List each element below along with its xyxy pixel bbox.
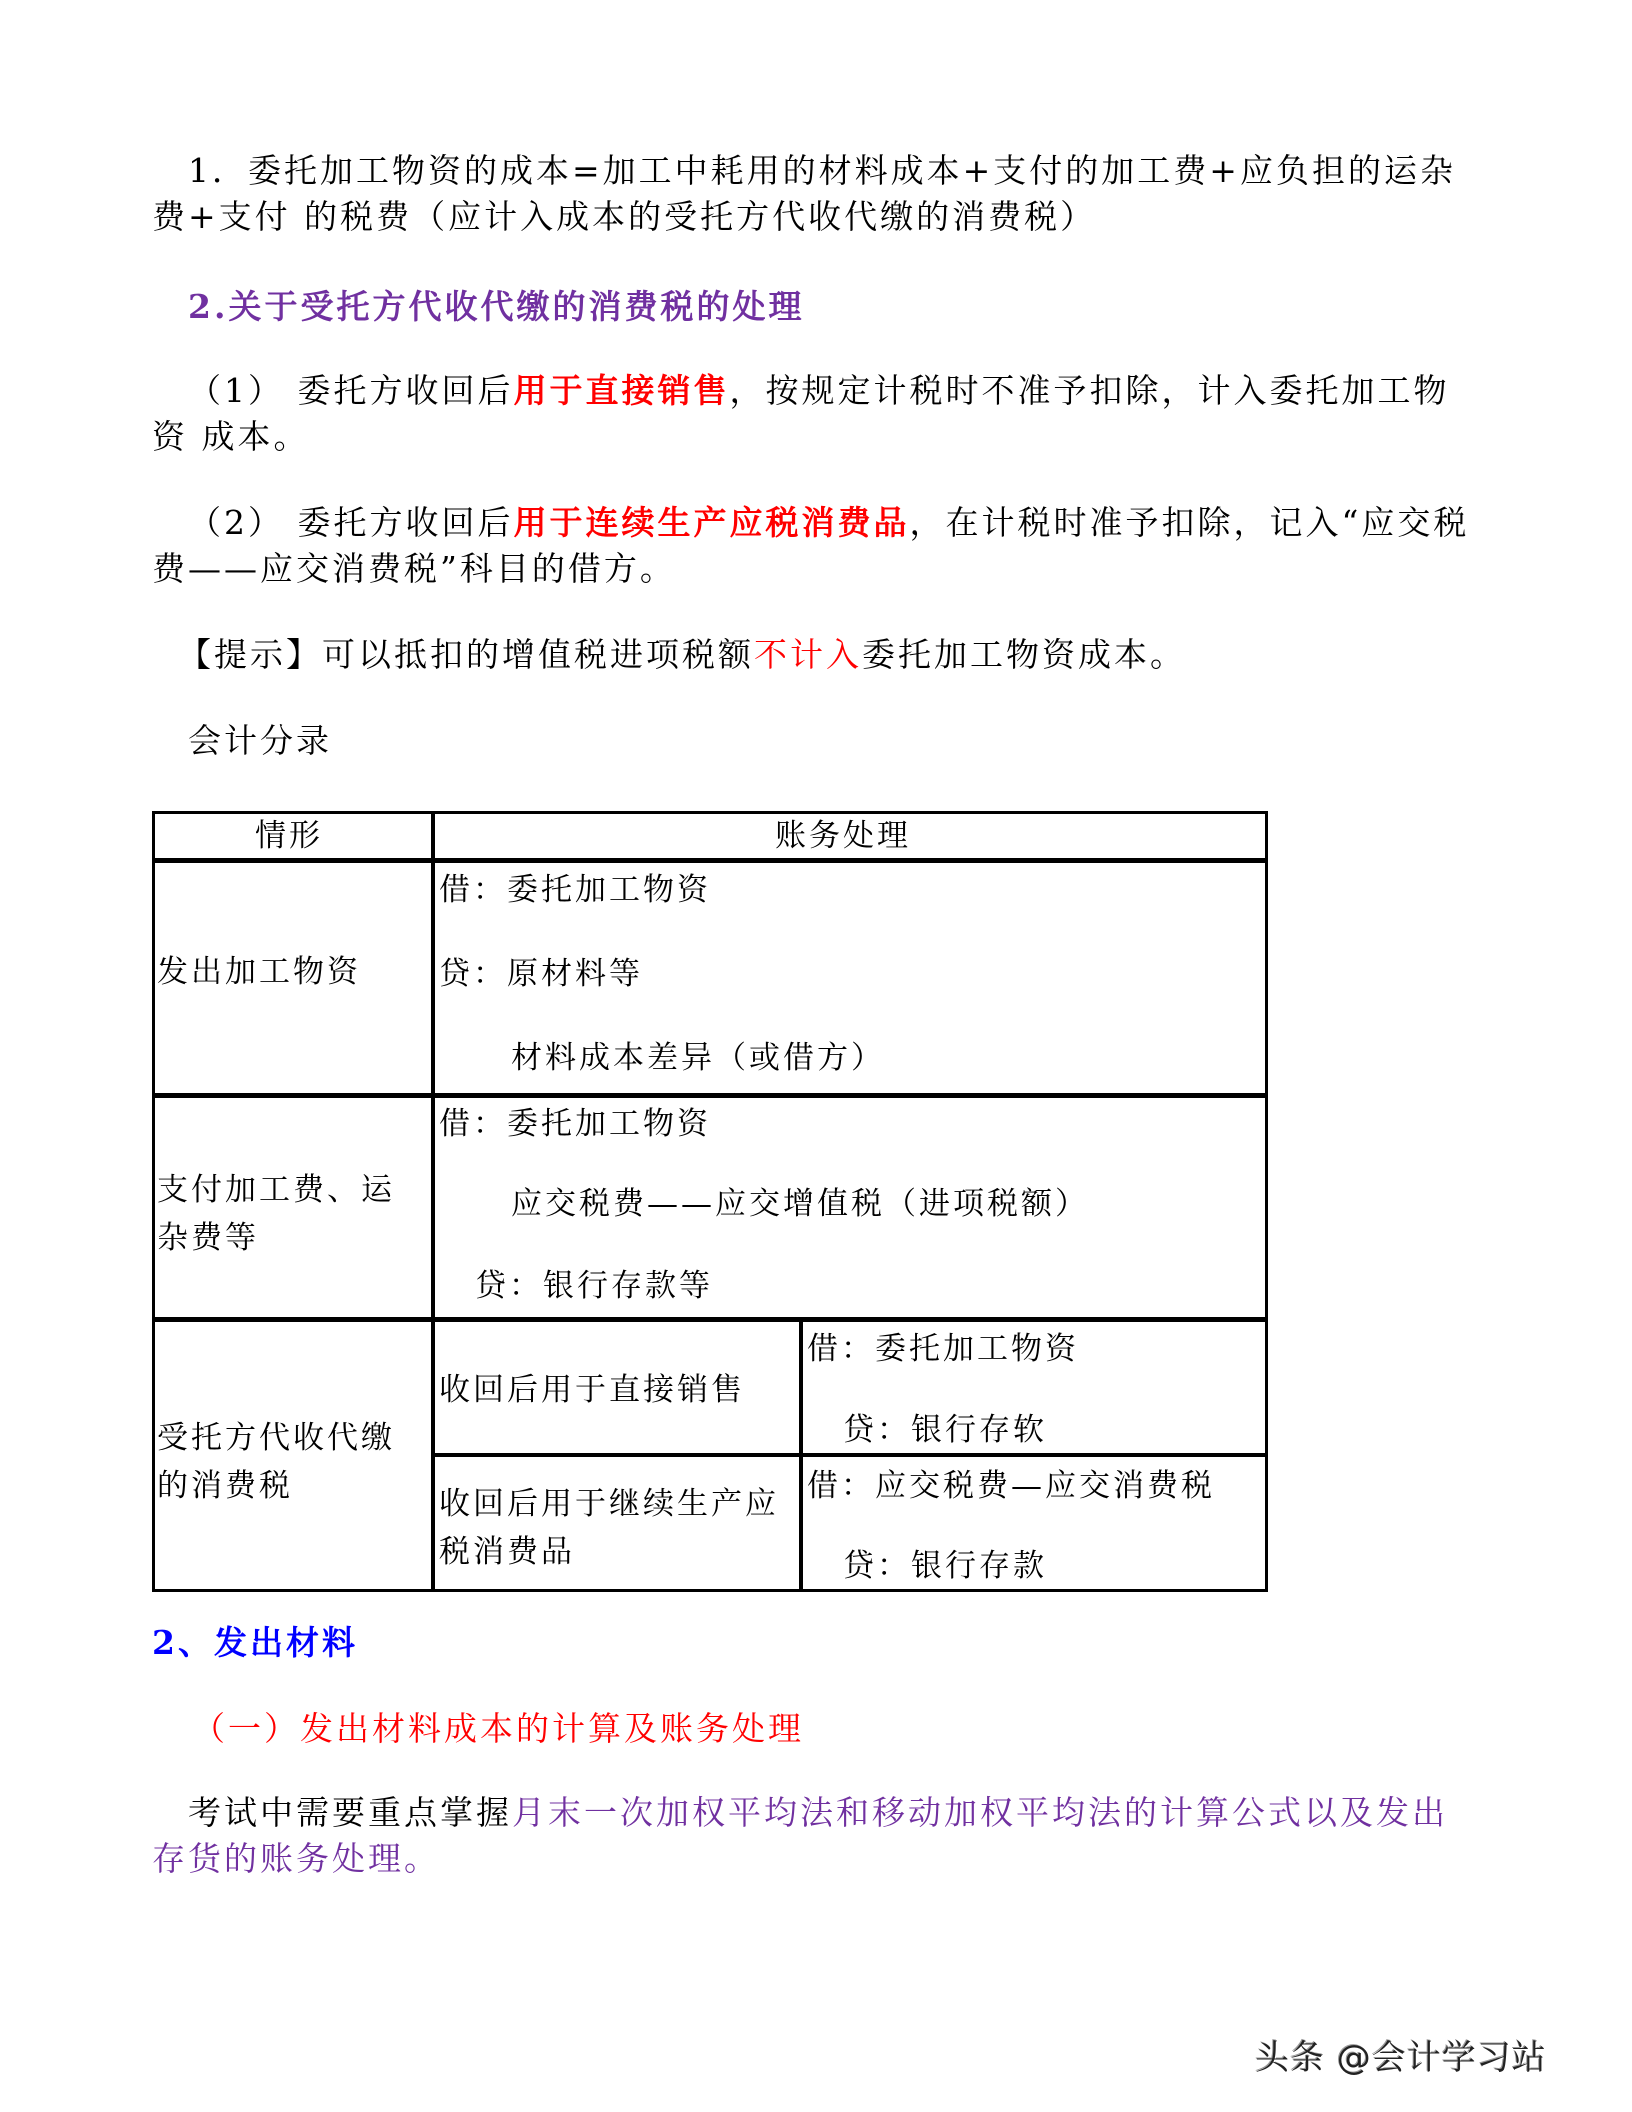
column-divider-main — [431, 814, 435, 1589]
item2-highlight: 用于连续生产应税消费品 — [513, 503, 910, 542]
subheading-cost-calculation: （一）发出材料成本的计算及账务处理 — [192, 1709, 804, 1748]
exam-focus-prefix: 考试中需要重点掌握 — [188, 1793, 512, 1832]
paragraph-item-2 — [152, 500, 1482, 592]
row3-case1-debit: 借：委托加工物资 — [807, 1331, 1079, 1367]
exam-focus-highlight: 月末一次加权平均法和移动加权平均法的计算公式以及发出存货的账务处理。 — [152, 1793, 1448, 1878]
item2-prefix: （2） 委托方收回后 — [188, 503, 514, 542]
header-situation: 情形 — [255, 818, 323, 854]
row1-entry-credit-2: 材料成本差异（或借方） — [511, 1040, 885, 1076]
watermark: 头条 @会计学习站 — [1255, 2038, 1547, 2078]
subrow-divider — [433, 1453, 1265, 1457]
row3-case2-credit: 贷：银行存款 — [843, 1548, 1047, 1584]
item1-suffix: ，按规定计税时不准予扣除，计入委托加工物资 成本。 — [152, 371, 1450, 456]
item1-highlight: 用于直接销售 — [513, 371, 730, 410]
row1-entry-debit: 借：委托加工物资 — [439, 872, 711, 908]
tip-suffix: 委托加工物资成本。 — [862, 635, 1186, 674]
row3-situation: 受托方代收代缴的消费税 — [157, 1420, 395, 1504]
header-accounting: 账务处理 — [775, 818, 911, 854]
tip-highlight: 不计入 — [754, 635, 862, 674]
row1-entry-credit: 贷：原材料等 — [439, 956, 643, 992]
heading-consumption-tax: 2.关于受托方代收代缴的消费税的处理 — [188, 287, 805, 326]
header-divider — [155, 858, 1265, 863]
row1-situation: 发出加工物资 — [157, 954, 361, 990]
item2-suffix: ，在计税时准予扣除，记入“应交税费——应交消费税”科目的借方。 — [152, 503, 1470, 588]
row2-situation: 支付加工费、运杂费等 — [157, 1172, 395, 1256]
row3-case-1: 收回后用于直接销售 — [439, 1372, 745, 1408]
row3-case-2: 收回后用于继续生产应税消费品 — [439, 1486, 779, 1570]
paragraph-tip — [178, 632, 1508, 678]
row2-entry-debit: 借：委托加工物资 — [439, 1106, 711, 1142]
row1-divider — [155, 1093, 1265, 1098]
column-divider-sub — [799, 1317, 803, 1589]
row2-divider — [155, 1317, 1265, 1322]
paragraph-item-1 — [152, 368, 1482, 460]
journal-entries-label: 会计分录 — [188, 721, 332, 760]
journal-table — [152, 811, 1268, 1592]
row2-entry-debit-2: 应交税费——应交增值税（进项税额） — [511, 1186, 1089, 1222]
row3-case2-debit: 借：应交税费—应交消费税 — [807, 1468, 1215, 1504]
row2-entry-credit: 贷：银行存款等 — [475, 1268, 713, 1304]
item1-prefix: （1） 委托方收回后 — [188, 371, 514, 410]
paragraph-exam-focus — [152, 1790, 1482, 1882]
row3-case1-credit: 贷：银行存软 — [843, 1412, 1047, 1448]
tip-prefix: 【提示】可以抵扣的增值税进项税额 — [178, 635, 754, 674]
heading-issue-materials: 2、发出材料 — [152, 1623, 358, 1662]
paragraph-cost-formula: 1．委托加工物资的成本=加工中耗用的材料成本+支付的加工费+应负担的运杂费+支付 的税费（应计入成本的受托方代收代缴的消费税） — [152, 151, 1456, 236]
